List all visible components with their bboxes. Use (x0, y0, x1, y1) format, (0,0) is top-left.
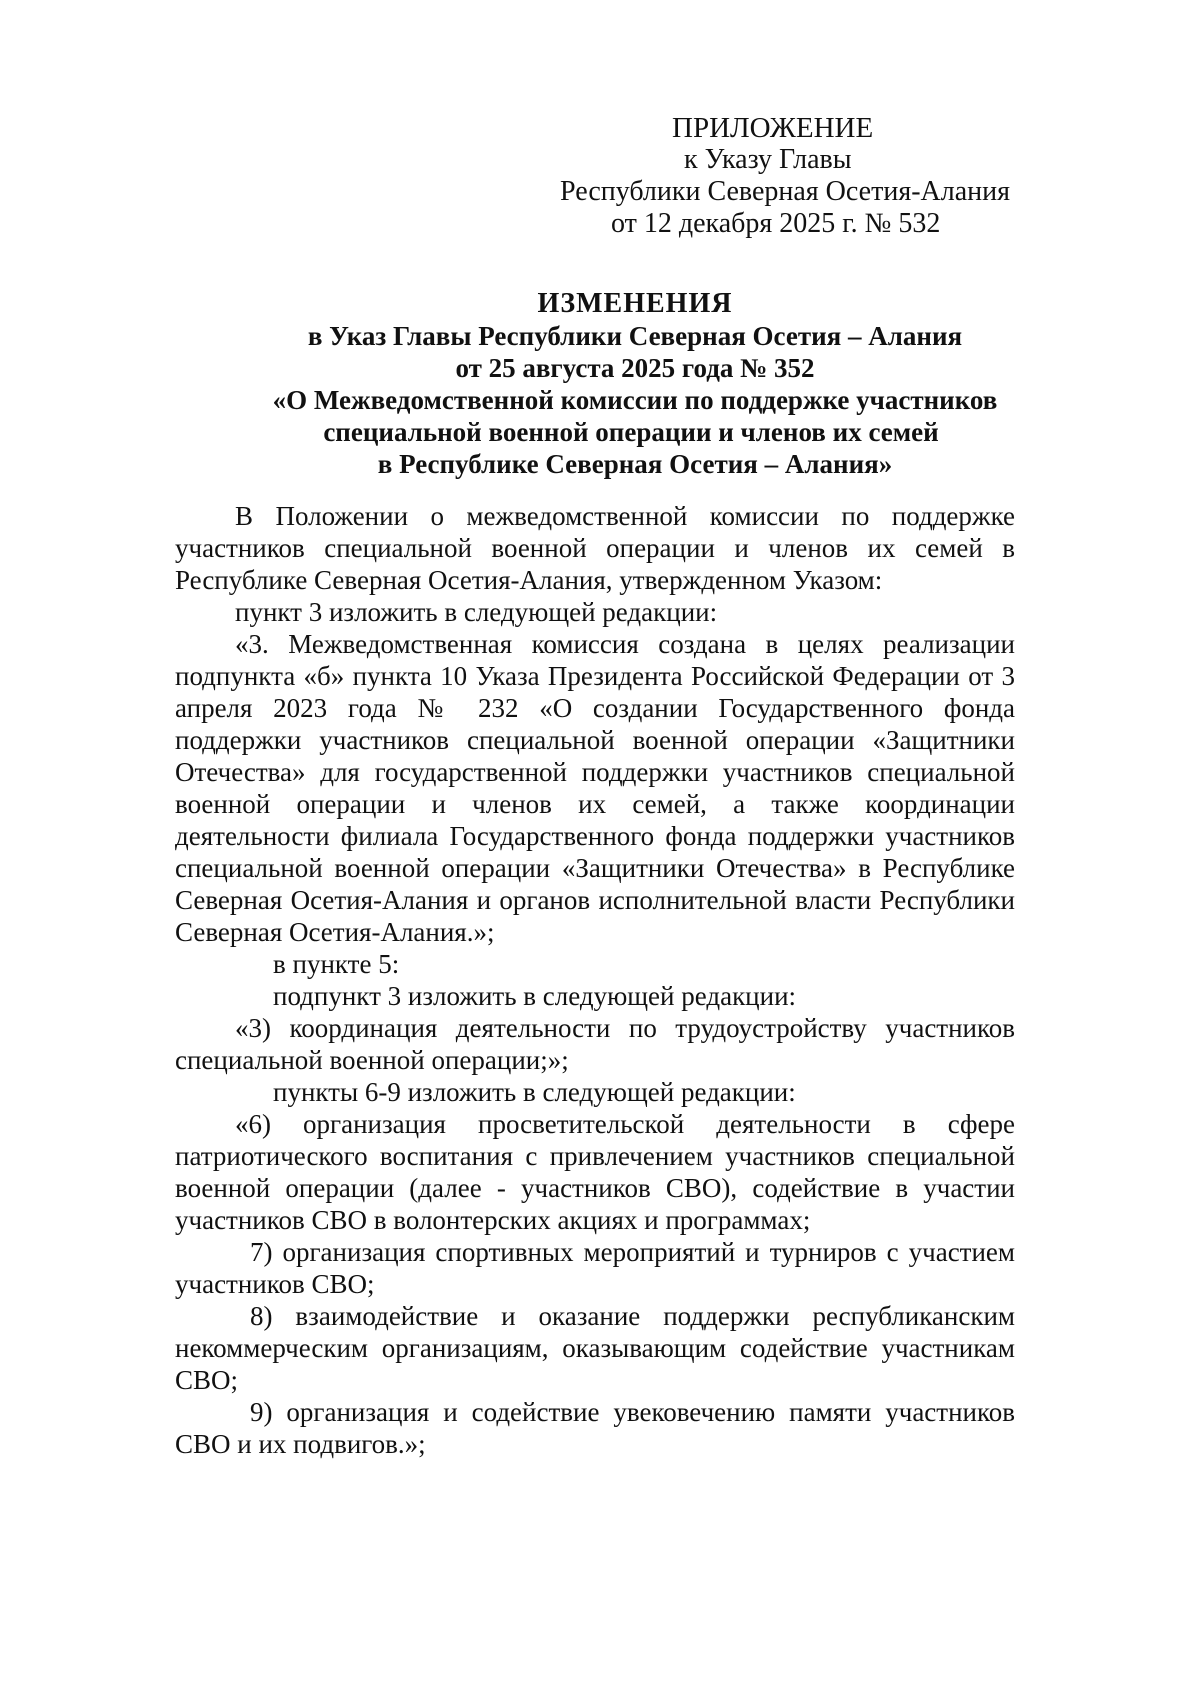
paragraph-point-7: 7) организация спортивных мероприятий и турниров с участием участников СВО; (175, 1237, 1015, 1299)
paragraph-point-3-text: «3. Межведомственная комиссия создана в целях реализации подпункта «б» пункта 10 Указа Президента Российской Федерации от 3 апреля 2023 года № 232 «О создании Государственного фонда поддержки участников специальной военной операции «Защитники Отечества» для государственной поддержки участников специальной военной операции и членов их семей, а также координации деятельности филиала Государственного фонда поддержки участников специальной военной операции «Защитники Отечества» в Республике Северная Осетия-Алания и органов исполнительной власти Республики Северная Осетия-Алания.»; (175, 629, 1015, 947)
document-heading (160, 288, 1110, 480)
paragraph-subpoint-3-text: «3) координация деятельности по трудоустройству участников специальной военной операции;»; (175, 1013, 1015, 1075)
appendix-header (560, 112, 1160, 240)
paragraph-intro: В Положении о межведомственной комиссии по поддержке участников специальной военной операции и членов их семей в Республике Северная Осетия-Алания, утвержденном Указом: (175, 501, 1015, 595)
paragraph-point-9: 9) организация и содействие увековечению памяти участников СВО и их подвигов.»; (175, 1397, 1015, 1459)
appendix-line-to-decree: к Указу Главы (684, 144, 852, 175)
paragraph-point-8: 8) взаимодействие и оказание поддержки республиканским некоммерческим организациям, оказывающим содействие участникам СВО; (175, 1301, 1015, 1395)
heading-line-date: от 25 августа 2025 года № 352 (455, 353, 815, 383)
heading-line-subject-2: специальной военной операции и членов их семей (323, 417, 939, 447)
heading-title: ИЗМЕНЕНИЯ (537, 288, 733, 319)
appendix-line-republic: Республики Северная Осетия-Алания (560, 176, 1010, 207)
document-body (175, 500, 1015, 1460)
heading-line-subject-1: «О Межведомственной комиссии по поддержке участников (272, 385, 998, 415)
paragraph-point-3-instruction: пункт 3 изложить в следующей редакции: (235, 597, 718, 627)
heading-line-subject-3: в Республике Северная Осетия – Алания» (377, 449, 893, 479)
paragraph-points-6-9-instruction: пункты 6-9 изложить в следующей редакции: (273, 1077, 796, 1107)
paragraph-point-6: «6) организация просветительской деятельности в сфере патриотического воспитания с привлечением участников специальной военной операции (далее - участников СВО), содействие в участии участников СВО в волонтерских акциях и программах; (175, 1109, 1015, 1235)
paragraph-point-5: в пункте 5: (273, 949, 400, 979)
heading-line-decree: в Указ Главы Республики Северная Осетия – Алания (307, 321, 963, 351)
paragraph-subpoint-3-instruction: подпункт 3 изложить в следующей редакции: (273, 981, 797, 1011)
appendix-line-date: от 12 декабря 2025 г. № 532 (611, 208, 941, 239)
appendix-title: ПРИЛОЖЕНИЕ (672, 112, 874, 144)
